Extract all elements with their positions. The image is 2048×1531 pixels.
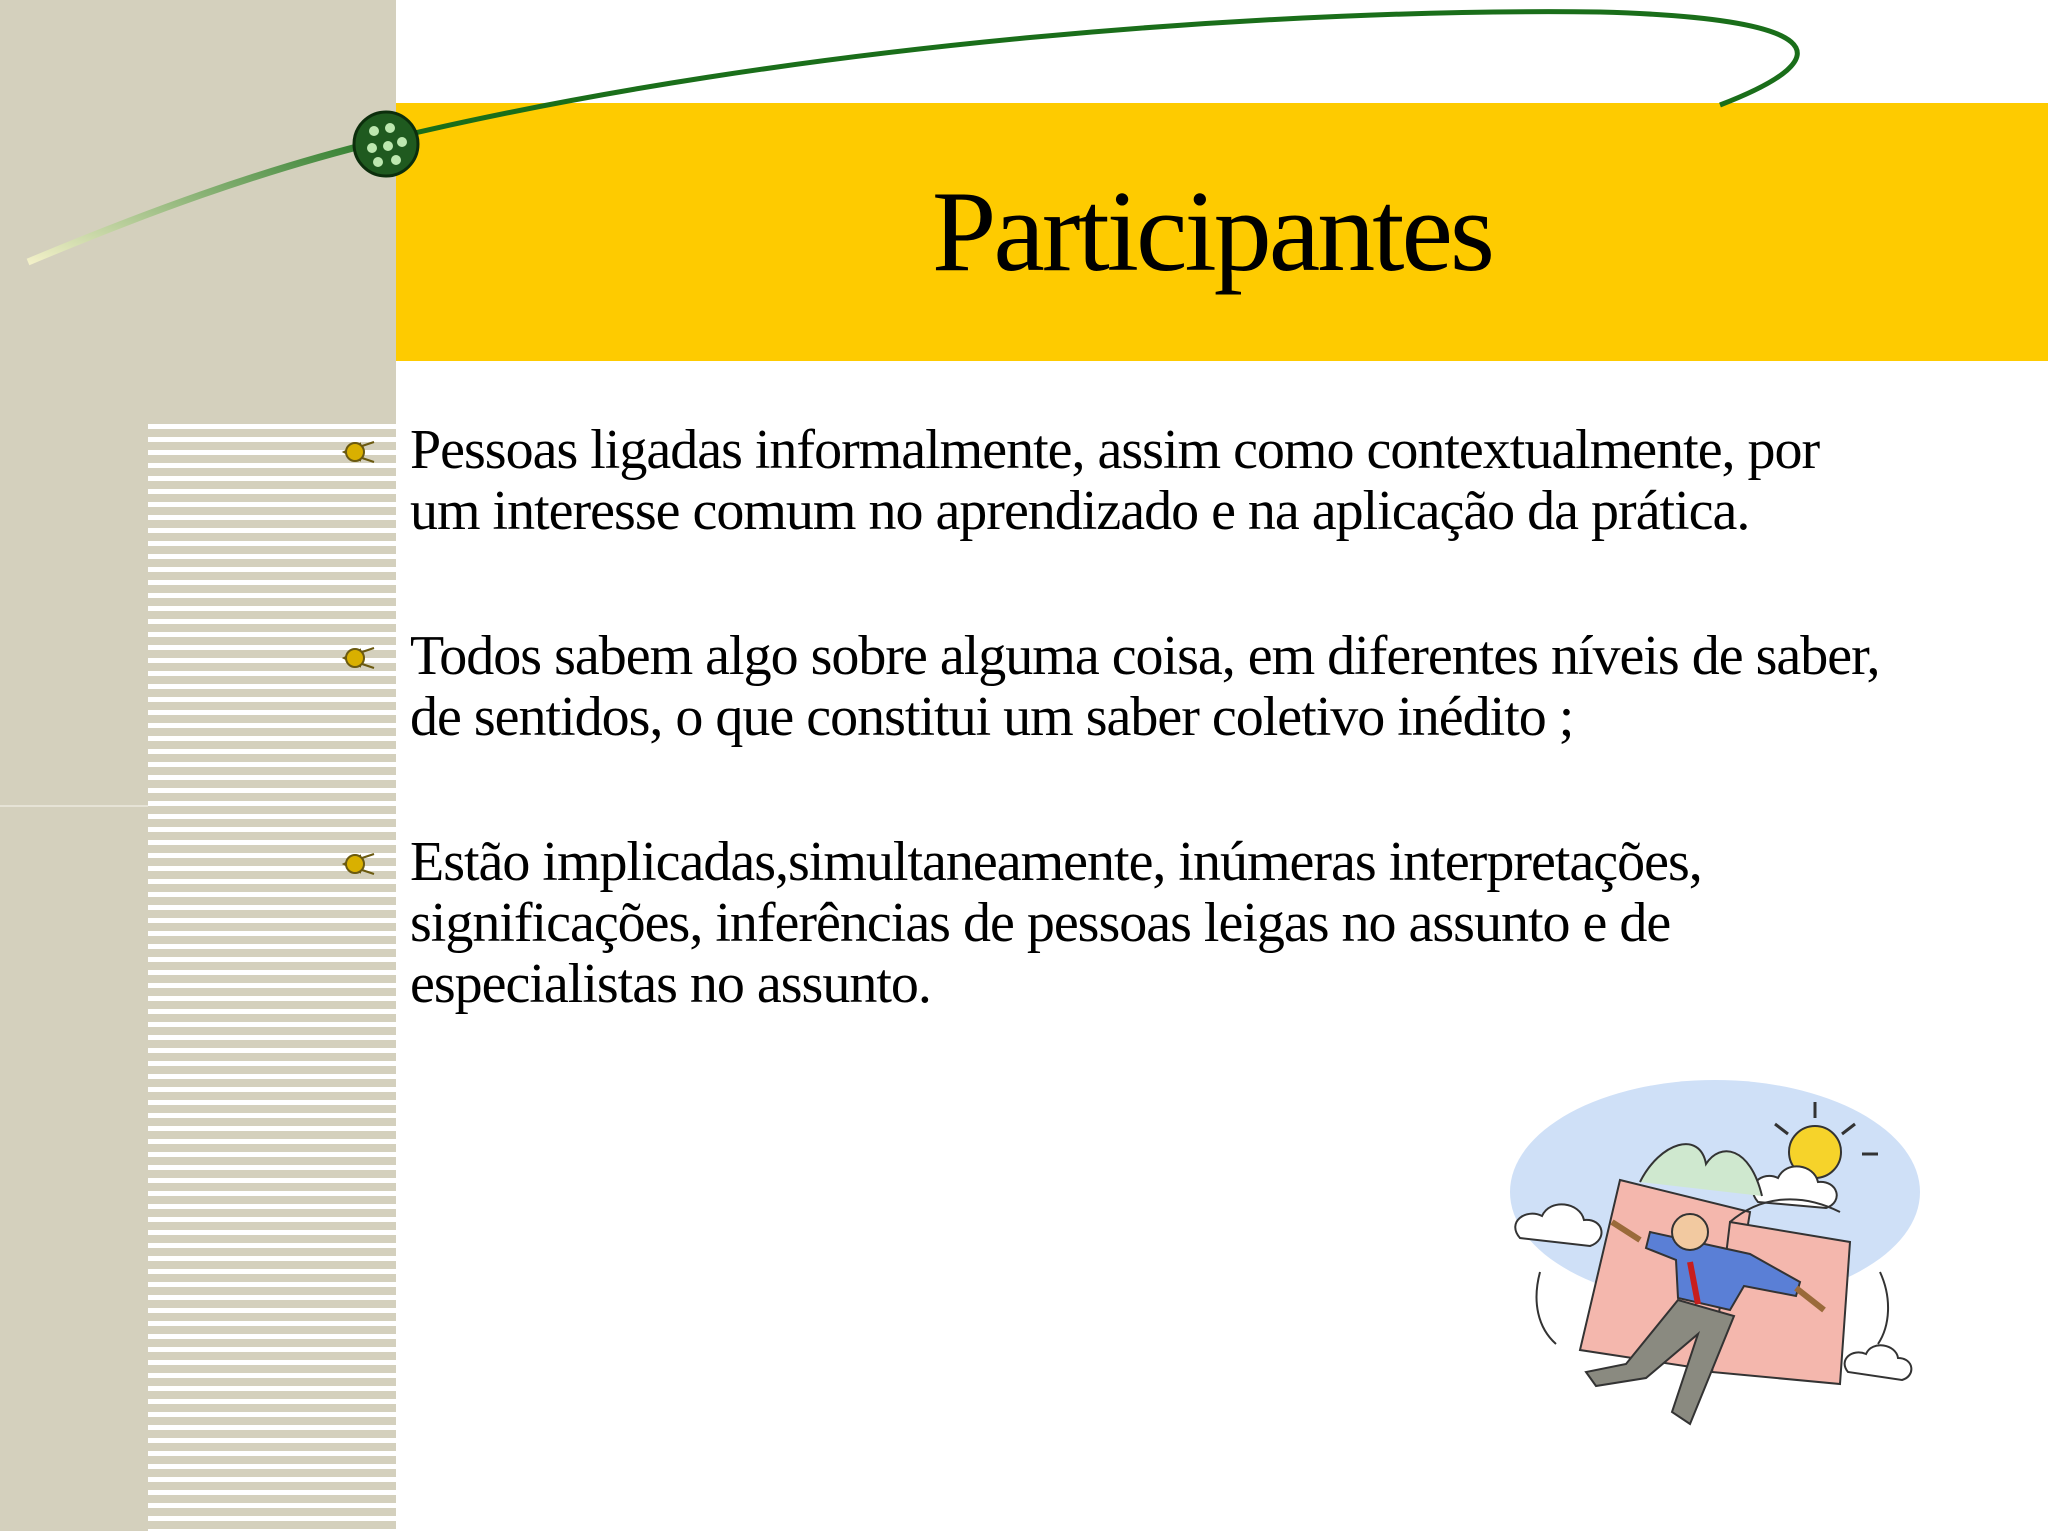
bullet-item: [340, 420, 1900, 542]
orbit-tail: [28, 140, 385, 262]
bullet-text: Pessoas ligadas informalmente, assim como contextualmente, por um interesse comum no aprendizado e na aplicação da prática.: [410, 419, 1820, 542]
bullet-item: [340, 832, 1900, 1015]
flying-book-man-icon: [1500, 1072, 1930, 1458]
leaf-bullet-icon: [340, 644, 378, 672]
leaf-bullet-icon: [340, 850, 378, 878]
bullet-text: Todos sabem algo sobre alguma coisa, em diferentes níveis de saber, de sentidos, o que constitui um saber coletivo inédito ;: [410, 625, 1880, 748]
panel-divider-line: [0, 805, 148, 807]
bullet-item: [340, 626, 1900, 748]
slide-title: Participantes: [931, 167, 1493, 296]
bullet-text: Estão implicadas,simultaneamente, inúmeras interpretações, significações, inferências de pessoas leigas no assunto e de especialistas no assunto.: [410, 831, 1702, 1015]
bullet-list: [340, 420, 1900, 1099]
leaf-bullet-icon: [340, 438, 378, 466]
